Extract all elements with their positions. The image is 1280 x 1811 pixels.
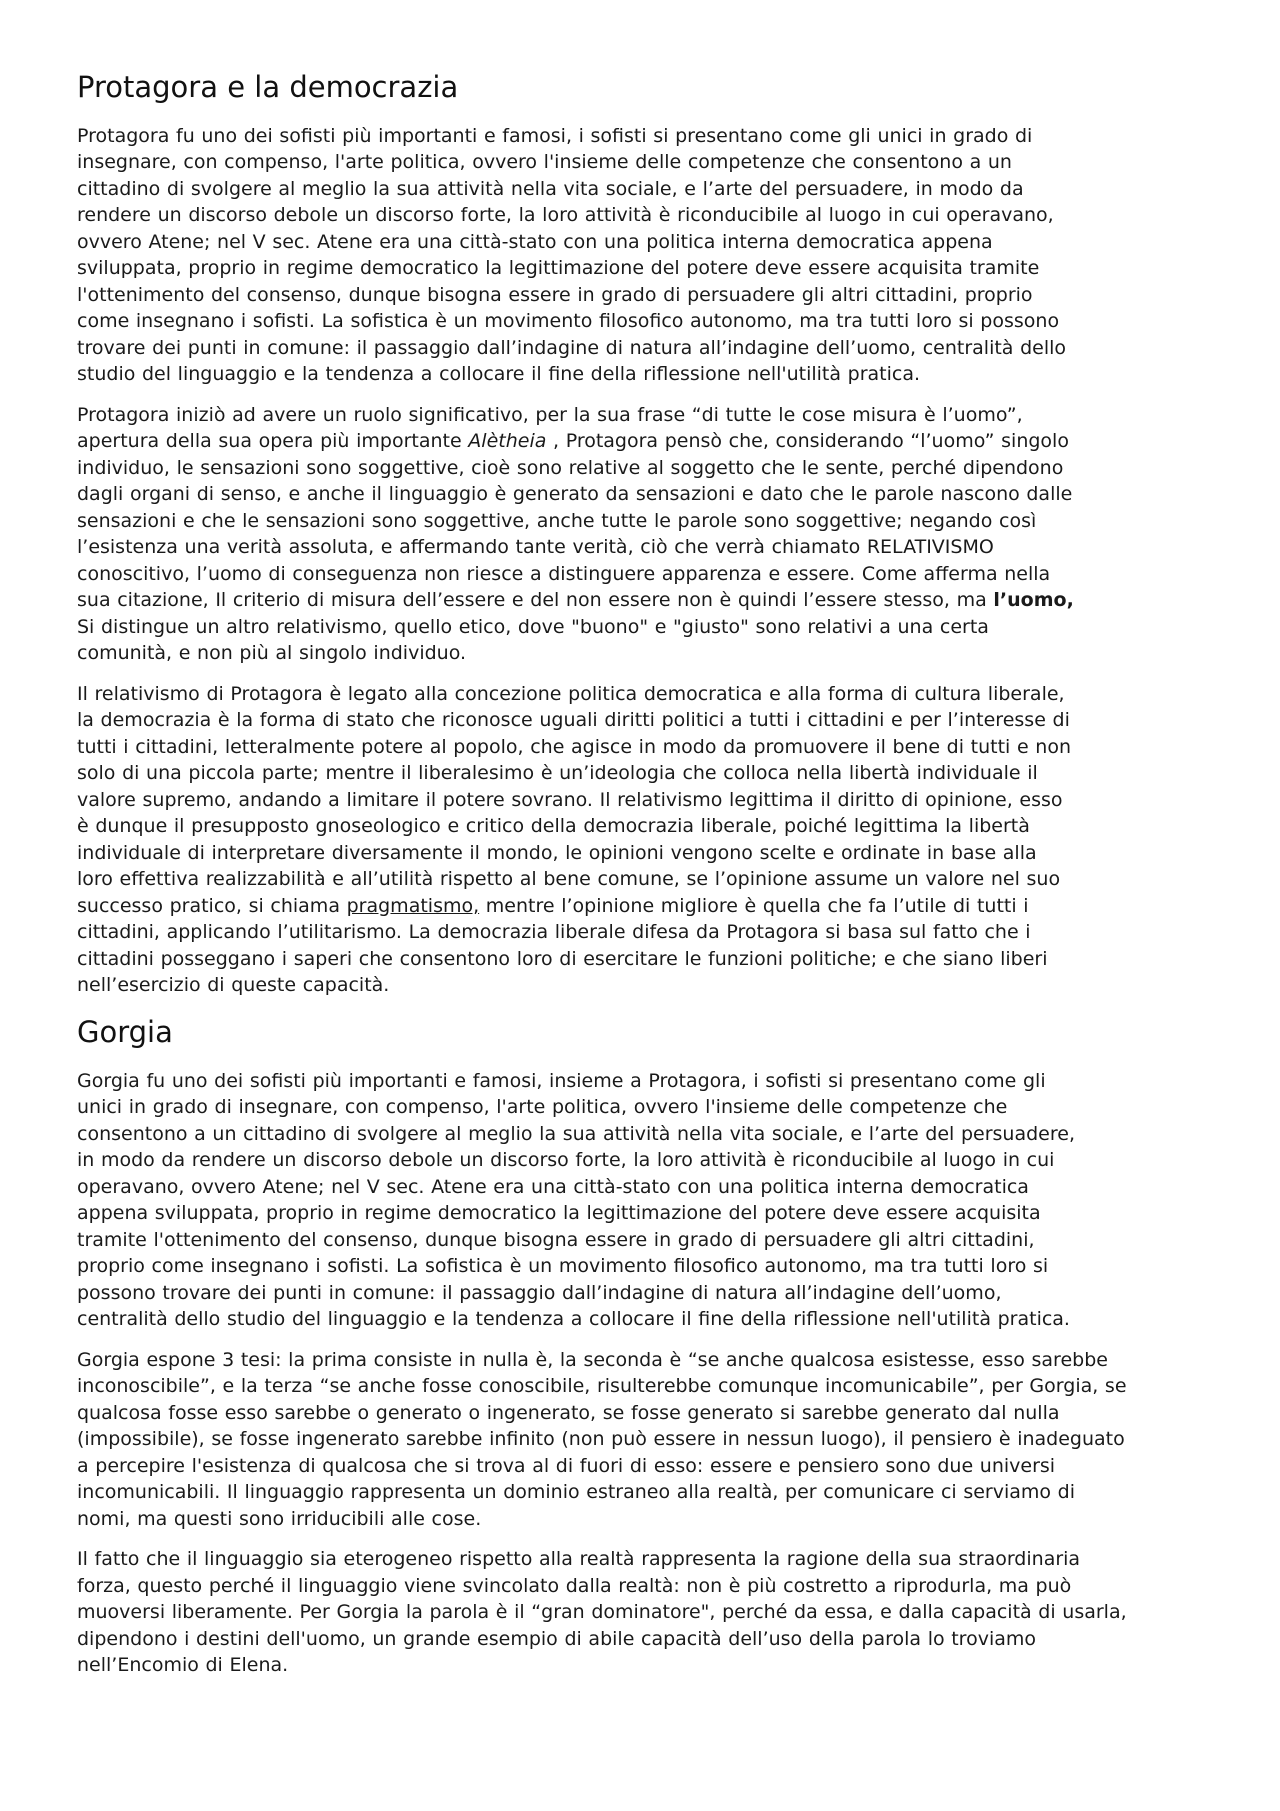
text-line: [77, 587, 1257, 614]
text-line: individuale di interpretare diversamente il mondo, le opinioni vengono scelte e ordinate in base alla: [77, 841, 1037, 864]
text-line: ovvero Atene; nel V sec. Atene era una città-stato con una politica interna democratica appena: [77, 230, 993, 253]
text-line: valore supremo, andando a limitare il potere sovrano. Il relativismo legittima il diritto di opinione, esso: [77, 788, 1063, 811]
text-line: cittadino di svolgere al meglio la sua attività nella vita sociale, e l’arte del persuadere, in modo da: [77, 177, 1024, 200]
bold-term-uomo: l’uomo,: [993, 589, 1074, 612]
text-line: solo di una piccola parte; mentre il liberalesimo è un’ideologia che colloca nella libertà individuale il: [77, 762, 1038, 785]
text-line: a percepire l'esistenza di qualcosa che si trova al di fuori di esso: essere e pensiero sono due universi: [77, 1454, 1056, 1477]
text-line: nomi, ma questi sono irriducibili alle cose.: [77, 1507, 482, 1530]
text-line: tramite l'ottenimento del consenso, dunque bisogna essere in grado di persuadere gli altri cittadini,: [77, 1228, 1035, 1251]
text-line: studio del linguaggio e la tendenza a collocare il fine della riflessione nell'utilità pratica.: [77, 363, 921, 386]
text-line: possono trovare dei punti in comune: il passaggio dall’indagine di natura all’indagine dell’uomo,: [77, 1281, 1002, 1304]
text-line: in modo da rendere un discorso debole un discorso forte, la loro attività è riconducibile al luogo in cui: [77, 1149, 1055, 1172]
text-line: la democrazia è la forma di stato che riconosce uguali diritti politici a tutti i cittadini e per l’interesse di: [77, 709, 1070, 732]
text-line: qualcosa fosse esso sarebbe o generato o ingenerato, se fosse generato si sarebbe generato dal nulla: [77, 1401, 1060, 1424]
text-line: cittadini, applicando l’utilitarismo. La democrazia liberale difesa da Protagora si basa sul fatto che i: [77, 921, 1031, 944]
section-title-gorgia: Gorgia: [77, 1014, 173, 1049]
text-line: sviluppata, proprio in regime democratico la legittimazione del potere deve essere acquisita tramite: [77, 257, 1040, 280]
text-line: sensazioni e che le sensazioni sono soggettive, anche tutte le parole sono soggettive; negando così: [77, 509, 1037, 532]
text-line: come insegnano i sofisti. La sofistica è un movimento filosofico autonomo, ma tra tutti loro si possono: [77, 310, 1060, 333]
text-line: Si distingue un altro relativismo, quello etico, dove "buono" e "giusto" sono relativi a una certa: [77, 615, 989, 638]
text-line: conoscitivo, l’uomo di conseguenza non riesce a distinguere apparenza e essere. Come afferma nella: [77, 562, 1051, 585]
text-line: insegnare, con compenso, l'arte politica, ovvero l'insieme delle competenze che consentono a un: [77, 151, 1012, 174]
paragraph-gorgia-language: [77, 1546, 1257, 1679]
text-line: operavano, ovvero Atene; nel V sec. Atene era una città-stato con una politica interna democratica: [77, 1175, 1029, 1198]
paragraph-gorgia-intro: [77, 1068, 1257, 1333]
text-line: Il relativismo di Protagora è legato alla concezione politica democratica e alla forma di cultura liberale,: [77, 682, 1065, 705]
text-line: cittadini posseggano i saperi che consentono loro di esercitare le funzioni politiche; e che siano liberi: [77, 947, 1048, 970]
text-line: nell’Encomio di Elena.: [77, 1654, 289, 1677]
text-line: loro effettiva realizzabilità e all’utilità rispetto al bene comune, se l’opinione assume un valore nel suo: [77, 868, 1061, 891]
text-line: rendere un discorso debole un discorso forte, la loro attività è riconducibile al luogo in cui operavano,: [77, 204, 1054, 227]
text-line: trovare dei punti in comune: il passaggio dall’indagine di natura all’indagine dell’uomo, centralità dello: [77, 336, 1067, 359]
paragraph-protagora-democracy: [77, 681, 1257, 999]
text-line: Protagora iniziò ad avere un ruolo significativo, per la sua frase “di tutte le cose misura è l’uomo”,: [77, 403, 1023, 426]
text-line: [77, 428, 1257, 455]
text-line: forza, questo perché il linguaggio viene svincolato dalla realtà: non è più costretto a riprodurla, ma può: [77, 1574, 1072, 1597]
text-line: è dunque il presupposto gnoseologico e critico della democrazia liberale, poiché legittima la libertà: [77, 815, 1030, 838]
text-line: incomunicabili. Il linguaggio rappresenta un dominio estraneo alla realtà, per comunicare ci serviamo di: [77, 1481, 1076, 1504]
text-run: successo pratico, si chiama: [77, 894, 347, 917]
section-title-protagora: Protagora e la democrazia: [77, 70, 459, 104]
text-line: l'ottenimento del consenso, dunque bisogna essere in grado di persuadere gli altri cittadini, proprio: [77, 283, 1033, 306]
text-line: Gorgia fu uno dei sofisti più importanti e famosi, insieme a Protagora, i sofisti si presentano come gli: [77, 1069, 1046, 1092]
document-page: [77, 70, 1257, 1693]
work-title-aletheia: Alètheia: [468, 430, 547, 453]
text-line: proprio come insegnano i sofisti. La sofistica è un movimento filosofico autonomo, ma tra tutti loro si: [77, 1255, 1049, 1278]
text-line: centralità dello studio del linguaggio e la tendenza a collocare il fine della riflessione nell'utilità pratica.: [77, 1308, 1070, 1331]
text-line: l’esistenza una verità assoluta, e affermando tante verità, ciò che verrà chiamato RELATIVISMO: [77, 536, 994, 559]
text-run: , Protagora pensò che, considerando “l’uomo” singolo: [546, 430, 1069, 453]
text-line: Il fatto che il linguaggio sia eterogeneo rispetto alla realtà rappresenta la ragione della sua straordinaria: [77, 1548, 1081, 1571]
text-run: sua citazione, Il criterio di misura dell’essere e del non essere non è quindi l’essere stesso, ma: [77, 589, 994, 612]
text-line: nell’esercizio di queste capacità.: [77, 974, 390, 997]
paragraph-protagora-intro: [77, 123, 1257, 388]
text-line: appena sviluppata, proprio in regime democratico la legittimazione del potere deve essere acquisita: [77, 1202, 1041, 1225]
text-line: Protagora fu uno dei sofisti più importanti e famosi, i sofisti si presentano come gli unici in grado di: [77, 124, 1033, 147]
text-line: dagli organi di senso, e anche il linguaggio è generato da sensazioni e dato che le parole nascono dalle: [77, 483, 1073, 506]
underlined-term-pragmatismo: pragmatismo,: [346, 894, 480, 917]
text-line: comunità, e non più al singolo individuo.: [77, 642, 467, 665]
text-line: dipendono i destini dell'uomo, un grande esempio di abile capacità dell’uso della parola lo troviamo: [77, 1627, 1037, 1650]
text-line: unici in grado di insegnare, con compenso, l'arte politica, ovvero l'insieme delle competenze che: [77, 1096, 1008, 1119]
text-line: muoversi liberamente. Per Gorgia la parola è il “gran dominatore", perché da essa, e dalla capacità di usarla,: [77, 1601, 1127, 1624]
paragraph-gorgia-theses: [77, 1347, 1257, 1533]
text-line: tutti i cittadini, letteralmente potere al popolo, che agisce in modo da promuovere il bene di tutti e non: [77, 735, 1071, 758]
text-line: [77, 893, 1257, 920]
text-line: consentono a un cittadino di svolgere al meglio la sua attività nella vita sociale, e l’arte del persuadere,: [77, 1122, 1075, 1145]
text-line: (impossibile), se fosse ingenerato sarebbe infinito (non può essere in nessun luogo), il pensiero è inadeguato: [77, 1428, 1125, 1451]
text-line: inconoscibile”, e la terza “se anche fosse conoscibile, risulterebbe comunque incomunicabile”, per Gorgia, se: [77, 1375, 1127, 1398]
paragraph-protagora-relativism: [77, 402, 1257, 667]
text-line: individuo, le sensazioni sono soggettive, cioè sono relative al soggetto che le sente, perché dipendono: [77, 456, 1064, 479]
text-line: Gorgia espone 3 tesi: la prima consiste in nulla è, la seconda è “se anche qualcosa esistesse, esso sarebbe: [77, 1348, 1108, 1371]
text-run: apertura della sua opera più importante: [77, 430, 469, 453]
text-run: mentre l’opinione migliore è quella che fa l’utile di tutti i: [479, 894, 1029, 917]
